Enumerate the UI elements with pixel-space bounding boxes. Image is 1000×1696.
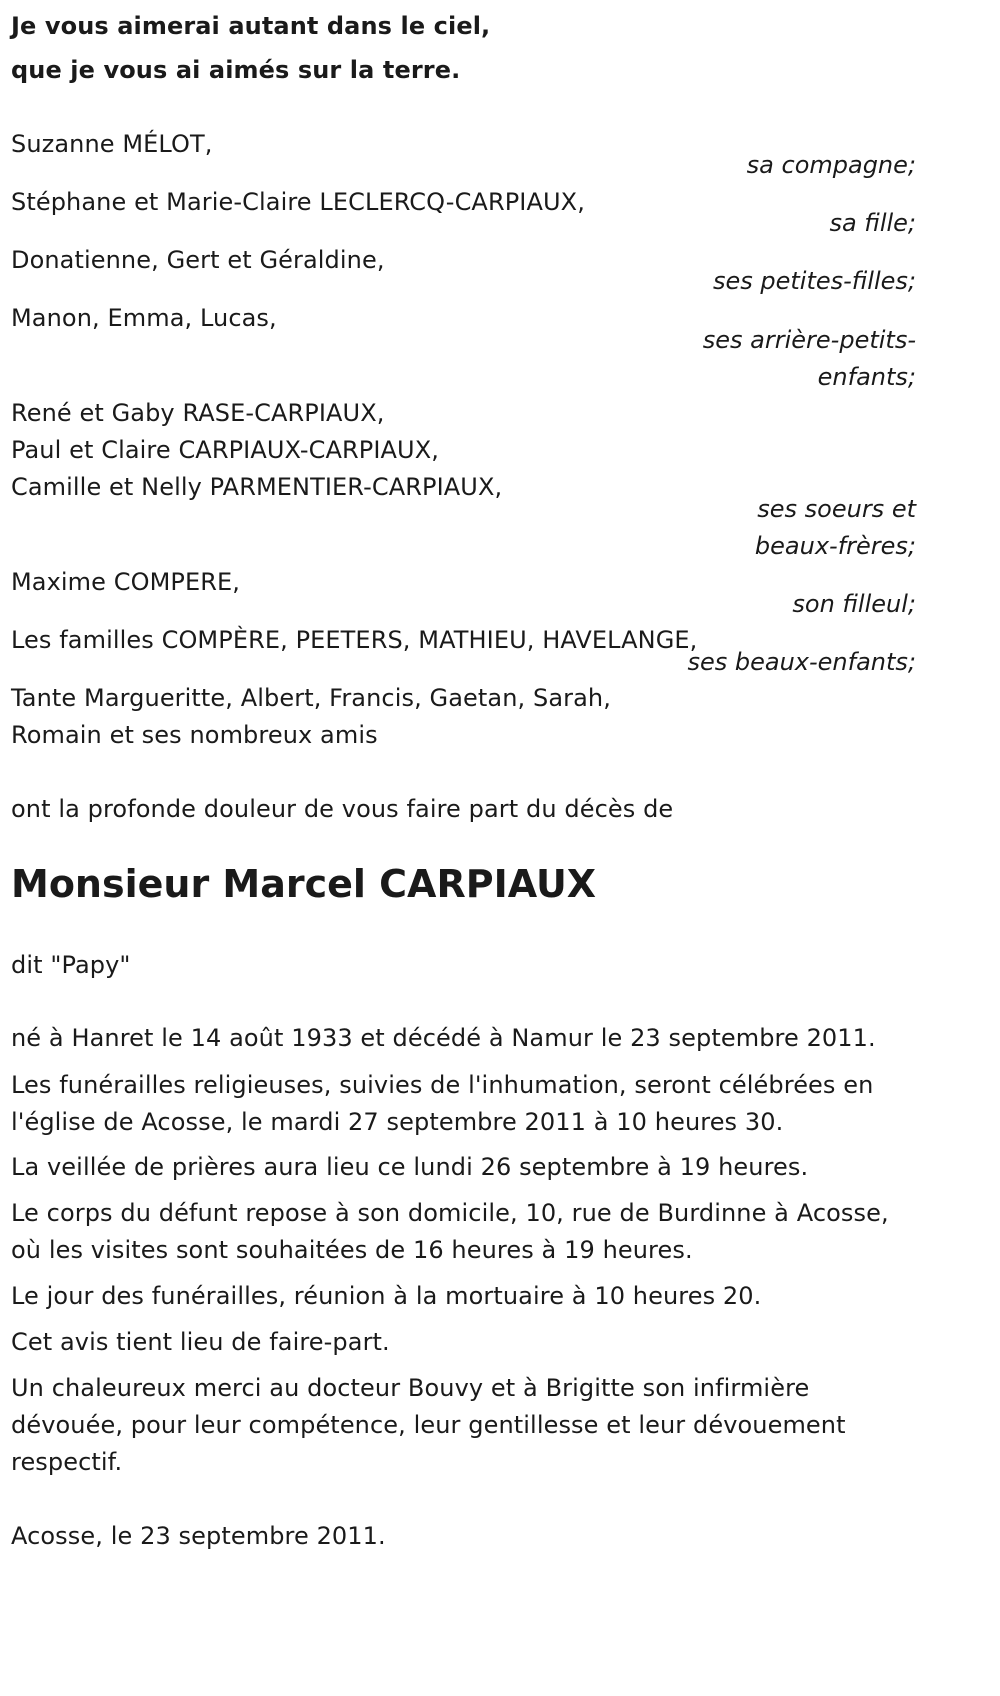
deceased-nickname: dit "Papy" xyxy=(11,951,131,979)
family-relation: sa fille; xyxy=(829,209,916,237)
family-names: René et Gaby RASE-CARPIAUX, xyxy=(11,399,385,427)
family-relation: ses petites-filles; xyxy=(712,267,916,295)
thanks-line: dévouée, pour leur compétence, leur gentillesse et leur dévouement xyxy=(11,1411,846,1439)
family-names: Suzanne MÉLOT, xyxy=(11,130,213,158)
family-names: Tante Margueritte, Albert, Francis, Gaetan, Sarah, xyxy=(11,684,611,712)
funeral-line: l'église de Acosse, le mardi 27 septembre 2011 à 10 heures 30. xyxy=(11,1108,784,1136)
body-line: Le corps du défunt repose à son domicile, 10, rue de Burdinne à Acosse, xyxy=(11,1199,889,1227)
deceased-name: Monsieur Marcel CARPIAUX xyxy=(11,862,597,906)
epigraph-line-1: Je vous aimerai autant dans le ciel, xyxy=(11,12,491,40)
family-relation: sa compagne; xyxy=(746,151,916,179)
epigraph-line-2: que je vous ai aimés sur la terre. xyxy=(11,56,461,84)
birth-death-line: né à Hanret le 14 août 1933 et décédé à Namur le 23 septembre 2011. xyxy=(11,1024,876,1052)
announcement: ont la profonde douleur de vous faire part du décès de xyxy=(11,795,674,823)
family-names: Donatienne, Gert et Géraldine, xyxy=(11,246,385,274)
family-names: Romain et ses nombreux amis xyxy=(11,721,378,749)
family-relation: ses beaux-enfants; xyxy=(687,648,916,676)
thanks-line: Un chaleureux merci au docteur Bouvy et à Brigitte son infirmière xyxy=(11,1374,810,1402)
vigil-line: La veillée de prières aura lieu ce lundi 26 septembre à 19 heures. xyxy=(11,1153,809,1181)
family-names: Maxime COMPERE, xyxy=(11,568,241,596)
family-names: Stéphane et Marie-Claire LECLERCQ-CARPIAUX, xyxy=(11,188,585,216)
body-line: où les visites sont souhaitées de 16 heures à 19 heures. xyxy=(11,1236,693,1264)
thanks-line: respectif. xyxy=(11,1448,123,1476)
family-names: Les familles COMPÈRE, PEETERS, MATHIEU, HAVELANGE, xyxy=(11,626,698,654)
family-relation: ses arrière-petits- xyxy=(702,326,916,354)
family-relation: son filleul; xyxy=(792,590,916,618)
family-names: Paul et Claire CARPIAUX-CARPIAUX, xyxy=(11,436,439,464)
family-relation: enfants; xyxy=(817,363,916,391)
family-relation: beaux-frères; xyxy=(754,532,916,560)
notice-line: Cet avis tient lieu de faire-part. xyxy=(11,1328,390,1356)
funeral-line: Les funérailles religieuses, suivies de l'inhumation, seront célébrées en xyxy=(11,1071,874,1099)
family-names: Manon, Emma, Lucas, xyxy=(11,304,277,332)
meeting-line: Le jour des funérailles, réunion à la mortuaire à 10 heures 20. xyxy=(11,1282,762,1310)
family-names: Camille et Nelly PARMENTIER-CARPIAUX, xyxy=(11,473,503,501)
place-date: Acosse, le 23 septembre 2011. xyxy=(11,1522,386,1550)
family-relation: ses soeurs et xyxy=(757,495,916,523)
